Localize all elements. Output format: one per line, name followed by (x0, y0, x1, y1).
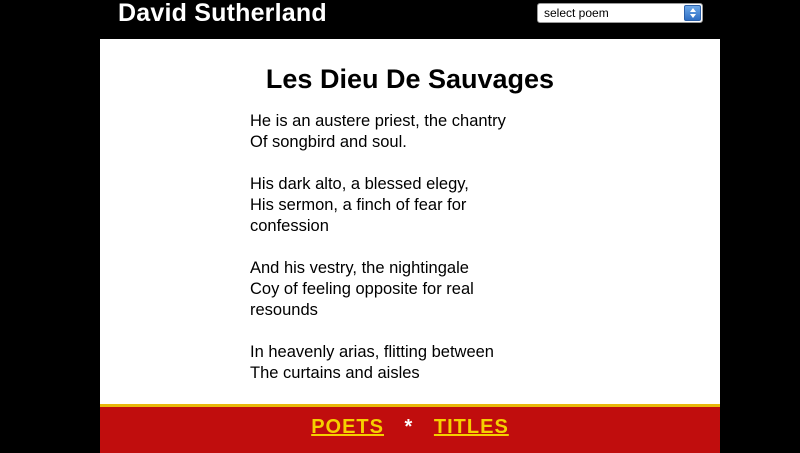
poem-line: His dark alto, a blessed elegy, (250, 175, 469, 193)
footer-nav-links (100, 416, 720, 439)
poem-select[interactable] (537, 3, 703, 23)
poem-select-value: select poem (544, 6, 609, 20)
poem-line: resounds (250, 301, 318, 319)
updown-arrows-icon[interactable] (684, 5, 701, 21)
chevron-down-icon (690, 14, 696, 18)
poem-body (250, 111, 690, 404)
nav-link-poets[interactable]: POETS (311, 416, 384, 438)
poem-line: And his vestry, the nightingale (250, 259, 469, 277)
site-header (0, 0, 800, 32)
poem-line: In heavenly arias, flitting between (250, 343, 494, 361)
nav-separator: * (404, 416, 414, 438)
page-title: David Sutherland (118, 0, 327, 27)
poem-stanza (250, 111, 690, 153)
poem-line: Coy of feeling opposite for real (250, 280, 474, 298)
poem-line: The curtains and aisles (250, 364, 420, 382)
footer-nav-bar (100, 404, 720, 453)
poem-title: Les Dieu De Sauvages (265, 64, 555, 94)
poem-stanza (250, 258, 690, 321)
poem-line: His sermon, a finch of fear for (250, 196, 467, 214)
nav-link-titles[interactable]: TITLES (433, 416, 509, 438)
poem-line: Of songbird and soul. (250, 133, 407, 151)
poem-stanza (250, 174, 690, 237)
poem-sheet (100, 39, 720, 404)
poem-line: He is an austere priest, the chantry (250, 112, 506, 130)
chevron-up-icon (690, 8, 696, 12)
poem-stanza (250, 342, 690, 384)
poem-line: confession (250, 217, 329, 235)
